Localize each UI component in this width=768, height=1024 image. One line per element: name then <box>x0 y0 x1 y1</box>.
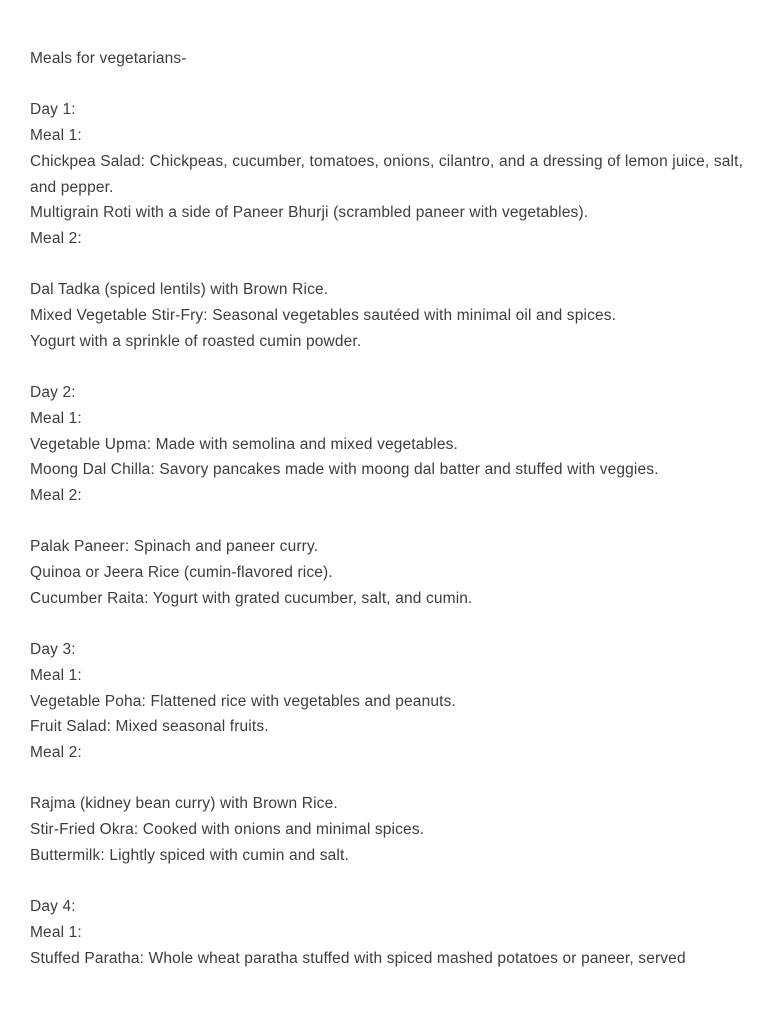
meal-heading: Meal 2: <box>30 743 82 761</box>
meal-item: Chickpea Salad: Chickpeas, cucumber, tomatoes, onions, cilantro, and a dressing of lemon juice, salt, and pepper. <box>30 152 744 196</box>
meal-item: Stuffed Paratha: Whole wheat paratha stuffed with spiced mashed potatoes or paneer, served <box>30 949 686 967</box>
meal-item: Cucumber Raita: Yogurt with grated cucumber, salt, and cumin. <box>30 589 473 607</box>
meal-item: Vegetable Poha: Flattened rice with vegetables and peanuts. <box>30 692 456 710</box>
meal-item: Yogurt with a sprinkle of roasted cumin powder. <box>30 332 362 350</box>
day-heading: Day 2: <box>30 384 76 402</box>
meal-item: Mixed Vegetable Stir-Fry: Seasonal vegetables sautéed with minimal oil and spices. <box>30 307 617 324</box>
note-title: Meals for vegetarians- <box>30 50 187 67</box>
blank-line <box>30 766 750 792</box>
meal-item: Fruit Salad: Mixed seasonal fruits. <box>30 718 269 736</box>
meal-item: Stir-Fried Okra: Cooked with onions and minimal spices. <box>30 821 425 838</box>
blank-line <box>30 509 750 535</box>
meal-heading: Meal 1: <box>30 923 82 941</box>
meal-item: Palak Paneer: Spinach and paneer curry. <box>30 538 319 556</box>
blank-line <box>30 868 750 894</box>
meal-item: Multigrain Roti with a side of Paneer Bhurji (scrambled paneer with vegetables). <box>30 204 589 222</box>
blank-line <box>30 611 750 637</box>
day-heading: Day 1: <box>30 101 76 119</box>
meal-heading: Meal 2: <box>30 486 82 504</box>
note-body[interactable] <box>30 46 750 971</box>
meal-heading: Meal 1: <box>30 409 82 427</box>
meal-heading: Meal 2: <box>30 229 82 247</box>
meal-item: Dal Tadka (spiced lentils) with Brown Rice. <box>30 281 329 299</box>
meal-item: Moong Dal Chilla: Savory pancakes made with moong dal batter and stuffed with veggies. <box>30 461 659 479</box>
meal-item: Rajma (kidney bean curry) with Brown Rice. <box>30 795 338 813</box>
meal-heading: Meal 1: <box>30 666 82 684</box>
meal-heading: Meal 1: <box>30 127 82 145</box>
meal-item: Vegetable Upma: Made with semolina and mixed vegetables. <box>30 435 459 453</box>
day-heading: Day 3: <box>30 641 76 659</box>
blank-line <box>30 72 750 98</box>
day-heading: Day 4: <box>30 898 76 916</box>
blank-line <box>30 354 750 380</box>
meal-item: Quinoa or Jeera Rice (cumin-flavored rice). <box>30 564 333 581</box>
blank-line <box>30 252 750 278</box>
meal-item: Buttermilk: Lightly spiced with cumin and salt. <box>30 846 349 864</box>
